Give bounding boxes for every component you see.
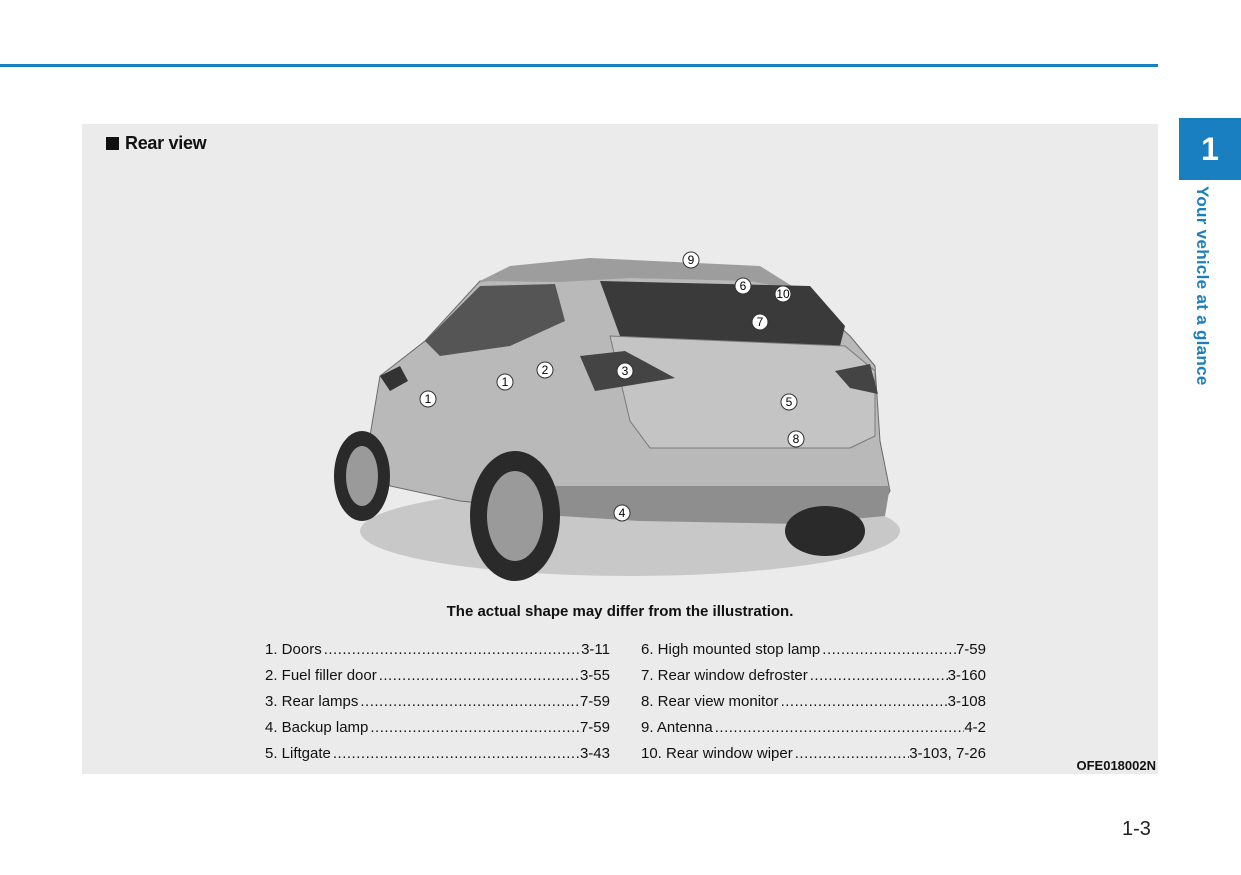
legend-item: 7. Rear window defroster ..... 3-160 xyxy=(641,663,986,689)
rear-window xyxy=(600,281,845,346)
legend-item: 3. Rear lamps ..... 7-59 xyxy=(265,689,610,715)
legend-left xyxy=(265,637,610,767)
chapter-tab[interactable] xyxy=(1179,118,1241,180)
svg-text:7: 7 xyxy=(756,315,764,329)
callout-3 xyxy=(617,363,633,379)
svg-text:5: 5 xyxy=(785,395,793,409)
legend-item: 8. Rear view monitor ..... 3-108 xyxy=(641,689,986,715)
callout-8 xyxy=(788,431,804,447)
section-title xyxy=(106,133,206,154)
svg-text:3: 3 xyxy=(621,364,629,378)
page-number: 1-3 xyxy=(1122,818,1151,840)
section-title-text: Rear view xyxy=(125,133,207,153)
svg-text:8: 8 xyxy=(792,432,800,446)
square-bullet-icon xyxy=(106,137,119,150)
legend-item: 2. Fuel filler door ..... 3-55 xyxy=(265,663,610,689)
legend-item: 5. Liftgate ..... 3-43 xyxy=(265,741,610,767)
callout-5 xyxy=(781,394,797,410)
callout-4 xyxy=(614,505,630,521)
front-left-rim xyxy=(346,446,378,506)
svg-text:4: 4 xyxy=(618,506,626,520)
rear-right-wheel xyxy=(785,506,865,556)
legend-item: 10. Rear window wiper ..... 3-103, 7-26 xyxy=(641,741,986,767)
callout-9 xyxy=(683,252,699,268)
callout-6 xyxy=(735,278,751,294)
legend-item: 6. High mounted stop lamp ..... 7-59 xyxy=(641,637,986,663)
header-rule xyxy=(0,64,1158,67)
legend-item: 9. Antenna ..... 4-2 xyxy=(641,715,986,741)
legend-right xyxy=(641,637,986,767)
chapter-title: Your vehicle at a glance xyxy=(1193,186,1212,386)
svg-text:1: 1 xyxy=(424,392,432,406)
chapter-number: 1 xyxy=(1201,130,1219,167)
callout-1a xyxy=(420,391,436,407)
callout-10 xyxy=(775,286,791,302)
callout-2 xyxy=(537,362,553,378)
callout-1b xyxy=(497,374,513,390)
svg-text:6: 6 xyxy=(739,279,747,293)
svg-text:10: 10 xyxy=(776,287,790,301)
svg-text:2: 2 xyxy=(541,363,549,377)
svg-text:9: 9 xyxy=(687,253,695,267)
callout-7 xyxy=(752,314,768,330)
svg-text:1: 1 xyxy=(501,375,509,389)
legend-item: 4. Backup lamp ..... 7-59 xyxy=(265,715,610,741)
rear-left-rim xyxy=(487,471,543,561)
illustration-caption: The actual shape may differ from the illustration. xyxy=(446,603,794,620)
legend-item: 1. Doors ..... 3-11 xyxy=(265,637,610,663)
image-code: OFE018002N xyxy=(1076,758,1156,773)
rear-view-panel xyxy=(82,124,1158,774)
car-illustration xyxy=(330,186,910,616)
liftgate xyxy=(610,336,875,448)
